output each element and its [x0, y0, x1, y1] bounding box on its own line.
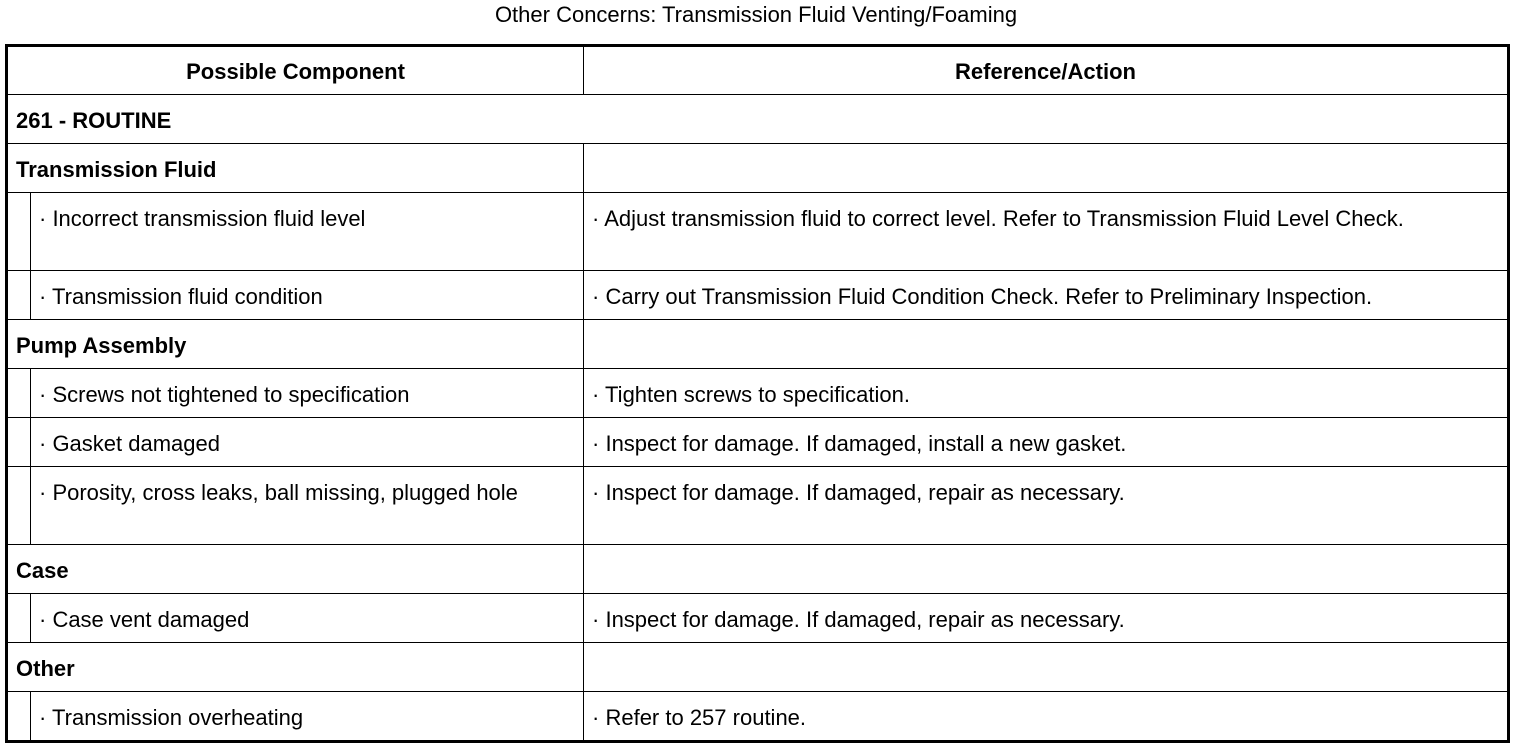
table-row — [7, 193, 1509, 271]
group-label: Case — [7, 545, 584, 594]
group-row — [7, 643, 1509, 692]
component-cell: · Incorrect transmission fluid level — [31, 193, 584, 271]
group-action-empty — [584, 144, 1509, 193]
component-cell: · Transmission overheating — [31, 692, 584, 742]
table-row — [7, 369, 1509, 418]
action-cell: · Inspect for damage. If damaged, repair as necessary. — [584, 467, 1509, 545]
table-row — [7, 271, 1509, 320]
component-cell: · Transmission fluid condition — [31, 271, 584, 320]
group-label: Transmission Fluid — [7, 144, 584, 193]
indent-cell — [7, 369, 31, 418]
group-row — [7, 320, 1509, 369]
group-label: Pump Assembly — [7, 320, 584, 369]
indent-cell — [7, 193, 31, 271]
table-row — [7, 692, 1509, 742]
table-caption: Other Concerns: Transmission Fluid Venting/Foaming — [494, 2, 1018, 27]
action-cell: · Adjust transmission fluid to correct level. Refer to Transmission Fluid Level Check. — [584, 193, 1509, 271]
action-cell: · Inspect for damage. If damaged, install a new gasket. — [584, 418, 1509, 467]
group-action-empty — [584, 643, 1509, 692]
action-cell: · Carry out Transmission Fluid Condition Check. Refer to Preliminary Inspection. — [584, 271, 1509, 320]
indent-cell — [7, 594, 31, 643]
group-row — [7, 144, 1509, 193]
action-cell: · Inspect for damage. If damaged, repair as necessary. — [584, 594, 1509, 643]
table-row — [7, 594, 1509, 643]
column-header-component: Possible Component — [7, 46, 584, 95]
header-row — [7, 46, 1509, 95]
group-action-empty — [584, 320, 1509, 369]
component-cell: · Gasket damaged — [31, 418, 584, 467]
component-cell: · Screws not tightened to specification — [31, 369, 584, 418]
indent-cell — [7, 418, 31, 467]
group-label: Other — [7, 643, 584, 692]
table-row — [7, 467, 1509, 545]
routine-row — [7, 95, 1509, 144]
column-header-action: Reference/Action — [584, 46, 1509, 95]
action-cell: · Tighten screws to specification. — [584, 369, 1509, 418]
indent-cell — [7, 271, 31, 320]
indent-cell — [7, 467, 31, 545]
group-action-empty — [584, 545, 1509, 594]
component-cell: · Case vent damaged — [31, 594, 584, 643]
component-cell: · Porosity, cross leaks, ball missing, plugged hole — [31, 467, 584, 545]
routine-label: 261 - ROUTINE — [7, 95, 1509, 144]
indent-cell — [7, 692, 31, 742]
table-row — [7, 418, 1509, 467]
group-row — [7, 545, 1509, 594]
diagnostic-table — [5, 44, 1510, 743]
action-cell: · Refer to 257 routine. — [584, 692, 1509, 742]
